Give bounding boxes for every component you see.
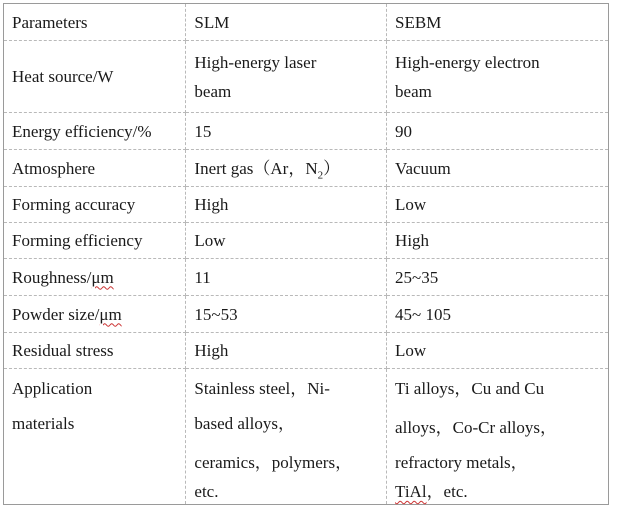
header-cell-slm: SLM xyxy=(186,4,387,41)
slm-line: etc. xyxy=(194,482,219,501)
slm-line: beam xyxy=(194,81,232,101)
etc-text: ，etc. xyxy=(426,482,468,501)
param-cell: Residual stress xyxy=(4,333,186,369)
sebm-line: Ti alloys，Cu and Cu xyxy=(395,379,545,398)
table-row xyxy=(4,187,609,223)
unit-text: μm xyxy=(91,267,114,287)
sebm-line-last xyxy=(395,480,608,504)
table-row xyxy=(4,41,609,113)
table-row xyxy=(4,369,609,505)
table-row xyxy=(4,333,609,369)
slm-cell xyxy=(186,369,387,505)
sebm-cell xyxy=(387,369,609,505)
slm-text: Inert gas（Ar，N xyxy=(194,158,318,178)
param-text: Powder size/ xyxy=(12,304,100,324)
sebm-cell: 45~ 105 xyxy=(387,296,609,333)
param-cell xyxy=(4,296,186,333)
slm-line: ceramics，polymers， xyxy=(194,453,353,472)
slm-line: based alloys， xyxy=(194,414,295,433)
slm-cell: 15~53 xyxy=(186,296,387,333)
header-cell-sebm: SEBM xyxy=(387,4,609,41)
param-cell: Energy efficiency/% xyxy=(4,113,186,150)
sebm-cell: High xyxy=(387,223,609,259)
subscript-text: 2 xyxy=(317,168,324,181)
sebm-cell: Vacuum xyxy=(387,150,609,187)
comparison-table xyxy=(3,3,609,505)
sebm-line: High-energy electron xyxy=(395,52,540,72)
header-cell-parameters: Parameters xyxy=(4,4,186,41)
sebm-line: beam xyxy=(395,81,432,101)
header-row xyxy=(4,4,609,41)
param-cell xyxy=(4,369,186,505)
sebm-cell: 25~35 xyxy=(387,259,609,296)
slm-text-suffix: ） xyxy=(323,158,341,178)
slm-line: High-energy laser xyxy=(194,52,317,72)
slm-cell xyxy=(186,41,387,113)
sebm-cell: Low xyxy=(387,187,609,223)
param-line: Application xyxy=(12,379,93,398)
table-row xyxy=(4,296,609,333)
table-row xyxy=(4,113,609,150)
unit-text: μm xyxy=(99,304,122,324)
tial-text: TiAl xyxy=(395,482,427,501)
param-cell: Forming efficiency xyxy=(4,223,186,259)
sebm-cell xyxy=(387,41,609,113)
param-cell: Atmosphere xyxy=(4,150,186,187)
param-text: Roughness/ xyxy=(12,267,92,287)
sebm-cell: Low xyxy=(387,333,609,369)
param-line: materials xyxy=(12,414,75,433)
slm-cell: High xyxy=(186,333,387,369)
sebm-line: alloys，Co-Cr alloys， xyxy=(395,418,558,437)
param-cell: Heat source/W xyxy=(4,41,186,113)
table-row xyxy=(4,150,609,187)
sebm-cell: 90 xyxy=(387,113,609,150)
table-row xyxy=(4,223,609,259)
param-cell: Forming accuracy xyxy=(4,187,186,223)
slm-cell: High xyxy=(186,187,387,223)
sebm-line: refractory metals， xyxy=(395,453,528,472)
slm-cell: Low xyxy=(186,223,387,259)
slm-cell: 15 xyxy=(186,113,387,150)
param-cell xyxy=(4,259,186,296)
slm-cell xyxy=(186,150,387,187)
table-row xyxy=(4,259,609,296)
slm-line: Stainless steel，Ni- xyxy=(194,379,330,398)
slm-cell: 11 xyxy=(186,259,387,296)
